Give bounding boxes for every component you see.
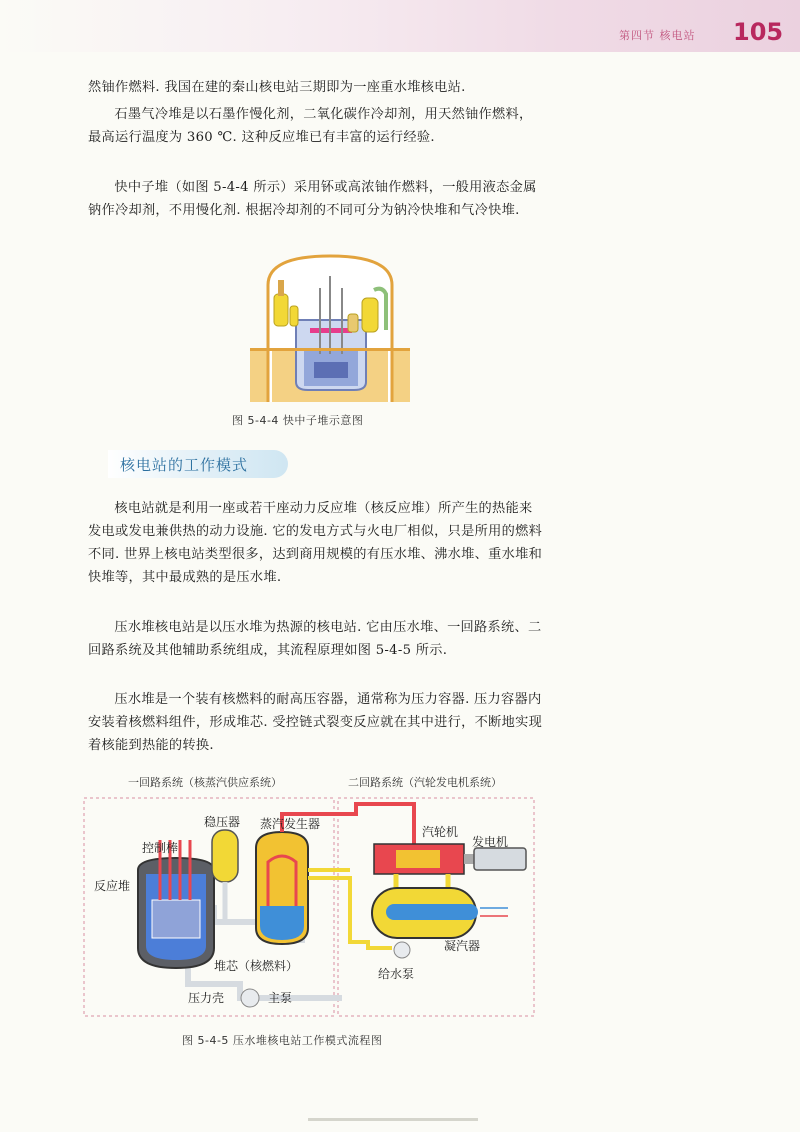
primary-loop-label: 一回路系统（核蒸汽供应系统） xyxy=(128,776,282,789)
paragraph-5: 压水堆核电站是以压水堆为热源的核电站. 它由压水堆、一回路系统、二回路系统及其他辅助系统组成，其流程原理如图 5-4-5 所示. xyxy=(88,620,542,658)
condenser-icon xyxy=(372,874,508,938)
turbine-label: 汽轮机 xyxy=(422,825,459,839)
generator-icon xyxy=(464,848,526,870)
paragraph-4: 核电站就是利用一座或若干座动力反应堆（核反应堆）所产生的热能来发电或发电兼供热的动力设施. 它的发电方式与火电厂相似，只是所用的燃料不同. 世界上核电站类型很多，达到商用规模的有压水堆、沸水堆、重水堆和快堆等，其中最成熟的是压水堆. xyxy=(88,501,543,585)
steam-generator-icon xyxy=(256,832,308,944)
page-bottom-edge xyxy=(308,1118,478,1121)
paragraph-1: 然铀作燃料. 我国在建的秦山核电站三期即为一座重水堆核电站. xyxy=(88,80,466,95)
page-header xyxy=(0,0,800,52)
main-pump-icon xyxy=(241,989,259,1007)
paragraph-3: 快中子堆（如图 5-4-4 所示）采用钚或高浓铀作燃料，一般用液态金属钠作冷却剂，不用慢化剂. 根据冷却剂的不同可分为钠冷快堆和气冷快堆. xyxy=(88,180,537,218)
figure-2-caption: 图 5-4-5 压水堆核电站工作模式流程图 xyxy=(182,1034,383,1047)
secondary-loop-label: 二回路系统（汽轮发电机系统） xyxy=(348,776,502,789)
pressure-vessel-label: 压力壳 xyxy=(188,991,225,1005)
steam-generator-label: 蒸汽发生器 xyxy=(260,817,321,831)
condenser-label: 凝汽器 xyxy=(444,939,481,953)
paragraph-2: 石墨气冷堆是以石墨作慢化剂，二氧化碳作冷却剂，用天然铀作燃料，最高运行温度为 360 ℃. 这种反应堆已有丰富的运行经验. xyxy=(88,107,533,145)
main-pump-label: 主泵 xyxy=(268,991,293,1005)
reactor-icon xyxy=(138,840,214,968)
figure-1-caption: 图 5-4-4 快中子堆示意图 xyxy=(232,414,364,427)
reactor-label: 反应堆 xyxy=(94,879,131,893)
generator-label: 发电机 xyxy=(472,835,509,849)
section-heading xyxy=(108,450,288,478)
section-heading-text: 核电站的工作模式 xyxy=(120,456,249,474)
core-label: 堆芯（核燃料） xyxy=(214,959,299,973)
paragraph-6: 压水堆是一个装有核燃料的耐高压容器，通常称为压力容器. 压力容器内安装着核燃料组件，形成堆芯. 受控链式裂变反应就在其中进行，不断地实现着核能到热能的转换. xyxy=(88,692,543,753)
page-number: 105 xyxy=(733,18,784,46)
section-label: 第四节 核电站 xyxy=(619,29,696,42)
pwr-flow-diagram xyxy=(80,770,540,1020)
pressurizer-label: 稳压器 xyxy=(204,815,241,829)
feed-pump-label: 给水泵 xyxy=(378,967,415,981)
control-rod-label: 控制棒 xyxy=(142,841,179,855)
feed-pump-icon xyxy=(394,942,410,958)
fast-reactor-diagram xyxy=(250,250,410,402)
turbine-icon xyxy=(374,844,464,874)
